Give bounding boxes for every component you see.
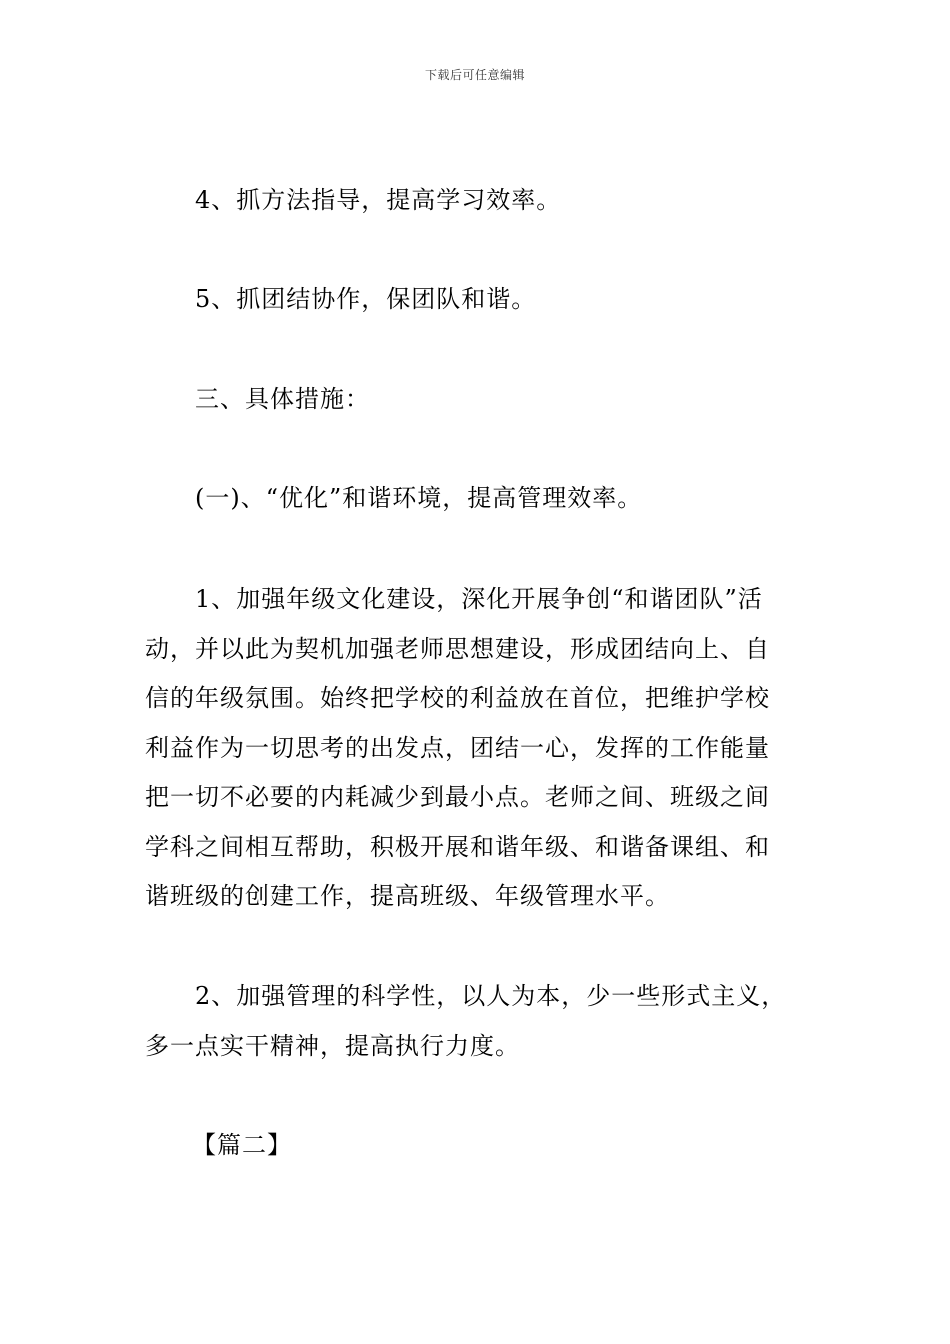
- header-note: 下载后可任意编辑: [424, 68, 525, 82]
- subsection-heading-1: (一)、“优化”和谐环境，提高管理效率。: [195, 484, 643, 512]
- list-item-5: 5、抓团结协作，保团队和谐。: [195, 285, 537, 313]
- paragraph-1: [145, 587, 810, 934]
- paragraph-line: 2、加强管理的科学性，以人为本，少一些形式主义，: [195, 982, 787, 1010]
- part-heading: 【篇二】: [192, 1131, 292, 1159]
- list-item-4: 4、抓方法指导，提高学习效率。: [195, 186, 562, 214]
- paragraph-line: 利益作为一切思考的出发点，团结一心，发挥的工作能量: [145, 733, 770, 762]
- paragraph-line: 动，并以此为契机加强老师思想建设，形成团结向上、自: [145, 634, 770, 663]
- paragraph-line: 多一点实干精神，提高执行力度。: [145, 1031, 520, 1060]
- paragraph-line: 信的年级氛围。始终把学校的利益放在首位，把维护学校: [145, 684, 770, 712]
- paragraph-line: 把一切不必要的内耗减少到最小点。老师之间、班级之间: [145, 783, 770, 811]
- paragraph-2: [145, 984, 810, 1083]
- paragraph-line: 1、加强年级文化建设，深化开展争创“和谐团队”活: [195, 585, 763, 613]
- paragraph-line: 学科之间相互帮助，积极开展和谐年级、和谐备课组、和: [145, 832, 770, 861]
- section-heading-3: 三、具体措施：: [195, 385, 370, 413]
- paragraph-line: 谐班级的创建工作，提高班级、年级管理水平。: [145, 882, 670, 910]
